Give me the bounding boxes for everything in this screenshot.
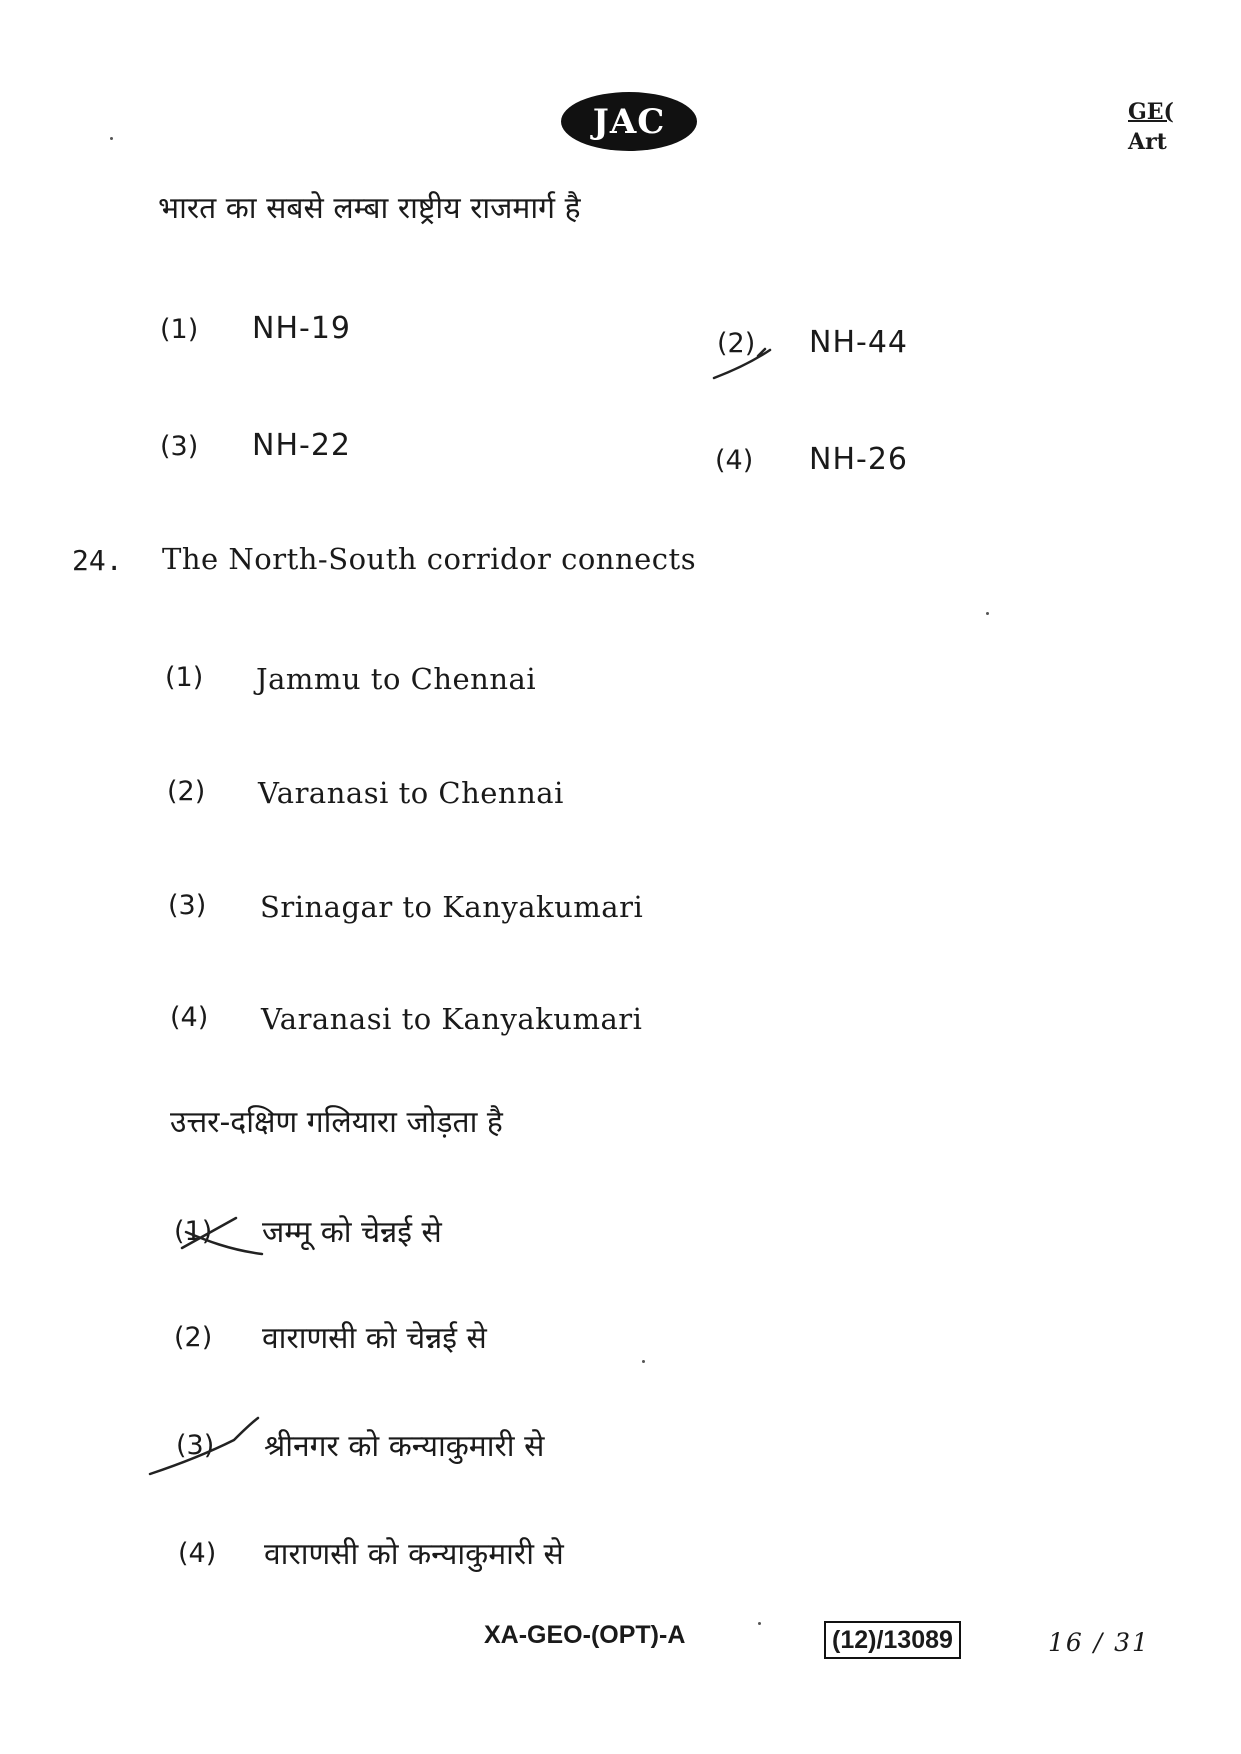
q24-option-1-number: (1) [165, 662, 204, 693]
boxed-paper-number: (12)/13089 [824, 1621, 961, 1659]
pen-mark-q23-option-2 [714, 349, 770, 378]
jac-logo-text: JAC [592, 101, 666, 142]
q24-option-3-number: (3) [168, 890, 207, 921]
q23-option-1-number: (1) [160, 314, 199, 345]
corner-subject-code: GE( [1128, 99, 1174, 125]
q24-option-4-number: (4) [170, 1002, 209, 1033]
q24-hindi-option-4-text: वाराणसी को कन्याकुमारी से [264, 1537, 564, 1572]
scan-speck [758, 1622, 761, 1625]
q24-option-2-text: Varanasi to Chennai [258, 776, 564, 810]
q23-option-3-number: (3) [160, 431, 199, 462]
q24-hindi-option-1-number: (1) [174, 1216, 213, 1247]
q24-hindi-option-3-text: श्रीनगर को कन्याकुमारी से [264, 1429, 545, 1464]
q24-number: 24. [72, 544, 123, 577]
page-number: 16 / 31 [1048, 1628, 1150, 1657]
q24-option-1-text: Jammu to Chennai [256, 662, 537, 696]
scan-speck [642, 1360, 645, 1363]
q24-option-2-number: (2) [167, 776, 206, 807]
pen-mark-q24h-option-1-cross [182, 1218, 262, 1254]
paper-code: XA-GEO-(OPT)-A [484, 1621, 686, 1649]
q24-stem: The North-South corridor connects [162, 542, 697, 576]
q23-option-4-text: NH-26 [809, 442, 908, 477]
q23-hindi-stem: भारत का सबसे लम्बा राष्ट्रीय राजमार्ग है [158, 191, 581, 226]
q23-option-3-text: NH-22 [252, 428, 351, 463]
q23-option-2-text: NH-44 [809, 325, 908, 360]
q23-option-2-number: (2) [717, 328, 756, 359]
q24-hindi-option-2-number: (2) [174, 1322, 213, 1353]
pen-mark-q24h-option-3-tick [150, 1418, 258, 1474]
q24-hindi-option-4-number: (4) [178, 1538, 217, 1569]
q24-hindi-stem: उत्तर-दक्षिण गलियारा जोड़ता है [170, 1105, 503, 1140]
q24-hindi-option-3-number: (3) [176, 1430, 215, 1461]
corner-stream-label: Art [1128, 129, 1167, 155]
q23-option-4-number: (4) [715, 445, 754, 476]
scan-speck [110, 137, 113, 140]
q24-option-4-text: Varanasi to Kanyakumari [261, 1002, 643, 1036]
q24-hindi-option-1-text: जम्मू को चेन्नई से [262, 1215, 442, 1250]
scan-speck [986, 612, 989, 615]
q24-option-3-text: Srinagar to Kanyakumari [260, 890, 644, 924]
q24-hindi-option-2-text: वाराणसी को चेन्नई से [262, 1321, 487, 1356]
q23-option-1-text: NH-19 [252, 311, 351, 346]
